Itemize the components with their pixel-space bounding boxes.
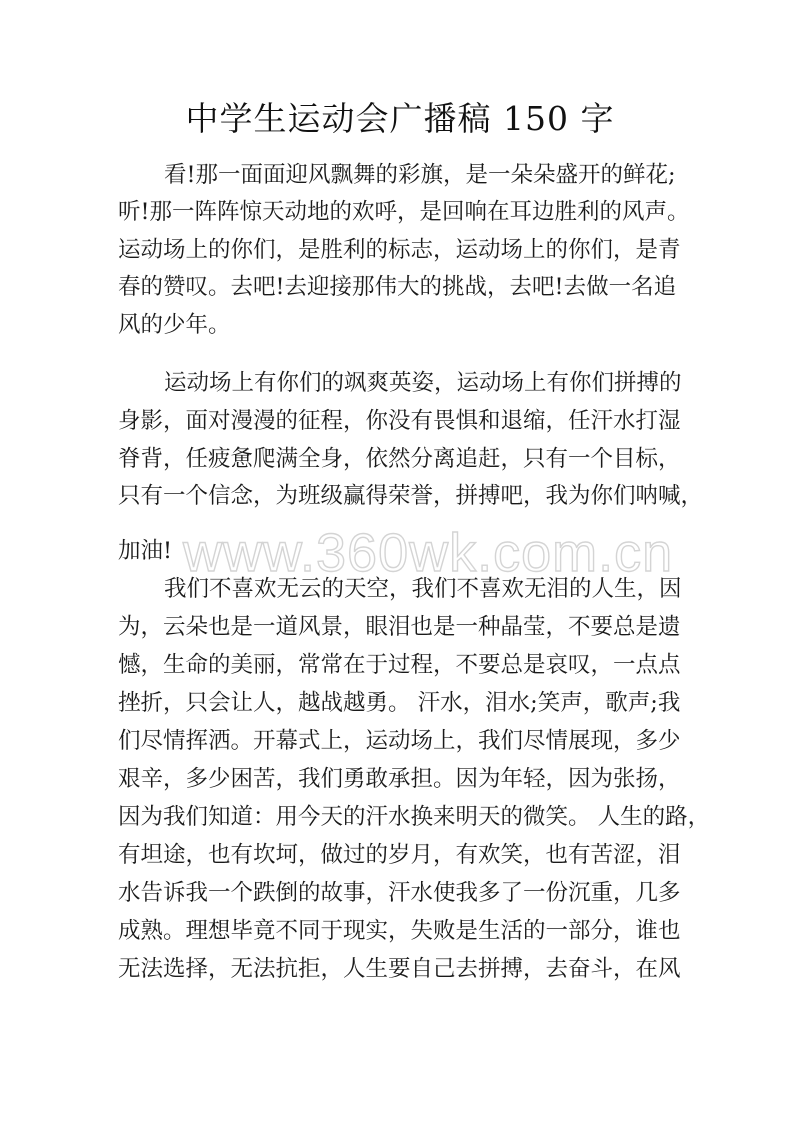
paragraph-1-line-4: 春的赞叹。去吧!去迎接那伟大的挑战，去吧!去做一名追 <box>118 274 677 300</box>
paragraph-2-line-3: 脊背，任疲惫爬满全身，依然分离追赶，只有一个目标， <box>118 446 681 472</box>
paragraph-3-line-4: 挫折，只会让人，越战越勇。 汗水，泪水;笑声，歌声;我 <box>118 690 681 716</box>
paragraph-2-line-2: 身影，面对漫漫的征程，你没有畏惧和退缩，任汗水打湿 <box>118 408 681 434</box>
paragraph-3-line-8: 有坦途，也有坎坷，做过的岁月，有欢笑，也有苦涩，泪 <box>118 842 681 868</box>
paragraph-1-line-2: 听!那一阵阵惊天动地的欢呼，是回响在耳边胜利的风声。 <box>118 199 690 225</box>
paragraph-3-line-1: 我们不喜欢无云的天空，我们不喜欢无泪的人生，因 <box>164 576 682 602</box>
paragraph-3-line-3: 憾，生命的美丽，常常在于过程，不要总是哀叹，一点点 <box>118 652 681 678</box>
paragraph-2-line-4: 只有一个信念，为班级赢得荣誉，拼搏吧，我为你们呐喊， <box>118 483 704 509</box>
paragraph-3-line-5: 们尽情挥洒。开幕式上，运动场上，我们尽情展现，多少 <box>118 728 681 754</box>
paragraph-2-line-5: 加油! <box>118 538 173 564</box>
paragraph-1-line-3: 运动场上的你们，是胜利的标志，运动场上的你们，是青 <box>118 237 681 263</box>
paragraph-1-line-5: 风的少年。 <box>118 312 231 338</box>
paragraph-3-line-2: 为，云朵也是一道风景，眼泪也是一种晶莹，不要总是遗 <box>118 614 681 640</box>
document-title: 中学生运动会广播稿 150 字 <box>185 99 615 138</box>
paragraph-3-line-11: 无法选择，无法抗拒，人生要自己去拼搏，去奋斗，在风 <box>118 956 681 982</box>
paragraph-3-line-7: 因为我们知道：用今天的汗水换来明天的微笑。 人生的路， <box>118 804 711 830</box>
paragraph-3-line-6: 艰辛，多少困苦，我们勇敢承担。因为年轻，因为张扬， <box>118 766 681 792</box>
paragraph-2-line-1: 运动场上有你们的飒爽英姿，运动场上有你们拼搏的 <box>164 370 682 396</box>
paragraph-1-line-1: 看!那一面面迎风飘舞的彩旗，是一朵朵盛开的鲜花; <box>164 162 676 188</box>
paragraph-3-line-10: 成熟。理想毕竟不同于现实，失败是生活的一部分，谁也 <box>118 918 681 944</box>
watermark: www.360wk.com.cn <box>183 523 674 583</box>
paragraph-3-line-9: 水告诉我一个跌倒的故事，汗水使我多了一份沉重，几多 <box>118 880 681 906</box>
